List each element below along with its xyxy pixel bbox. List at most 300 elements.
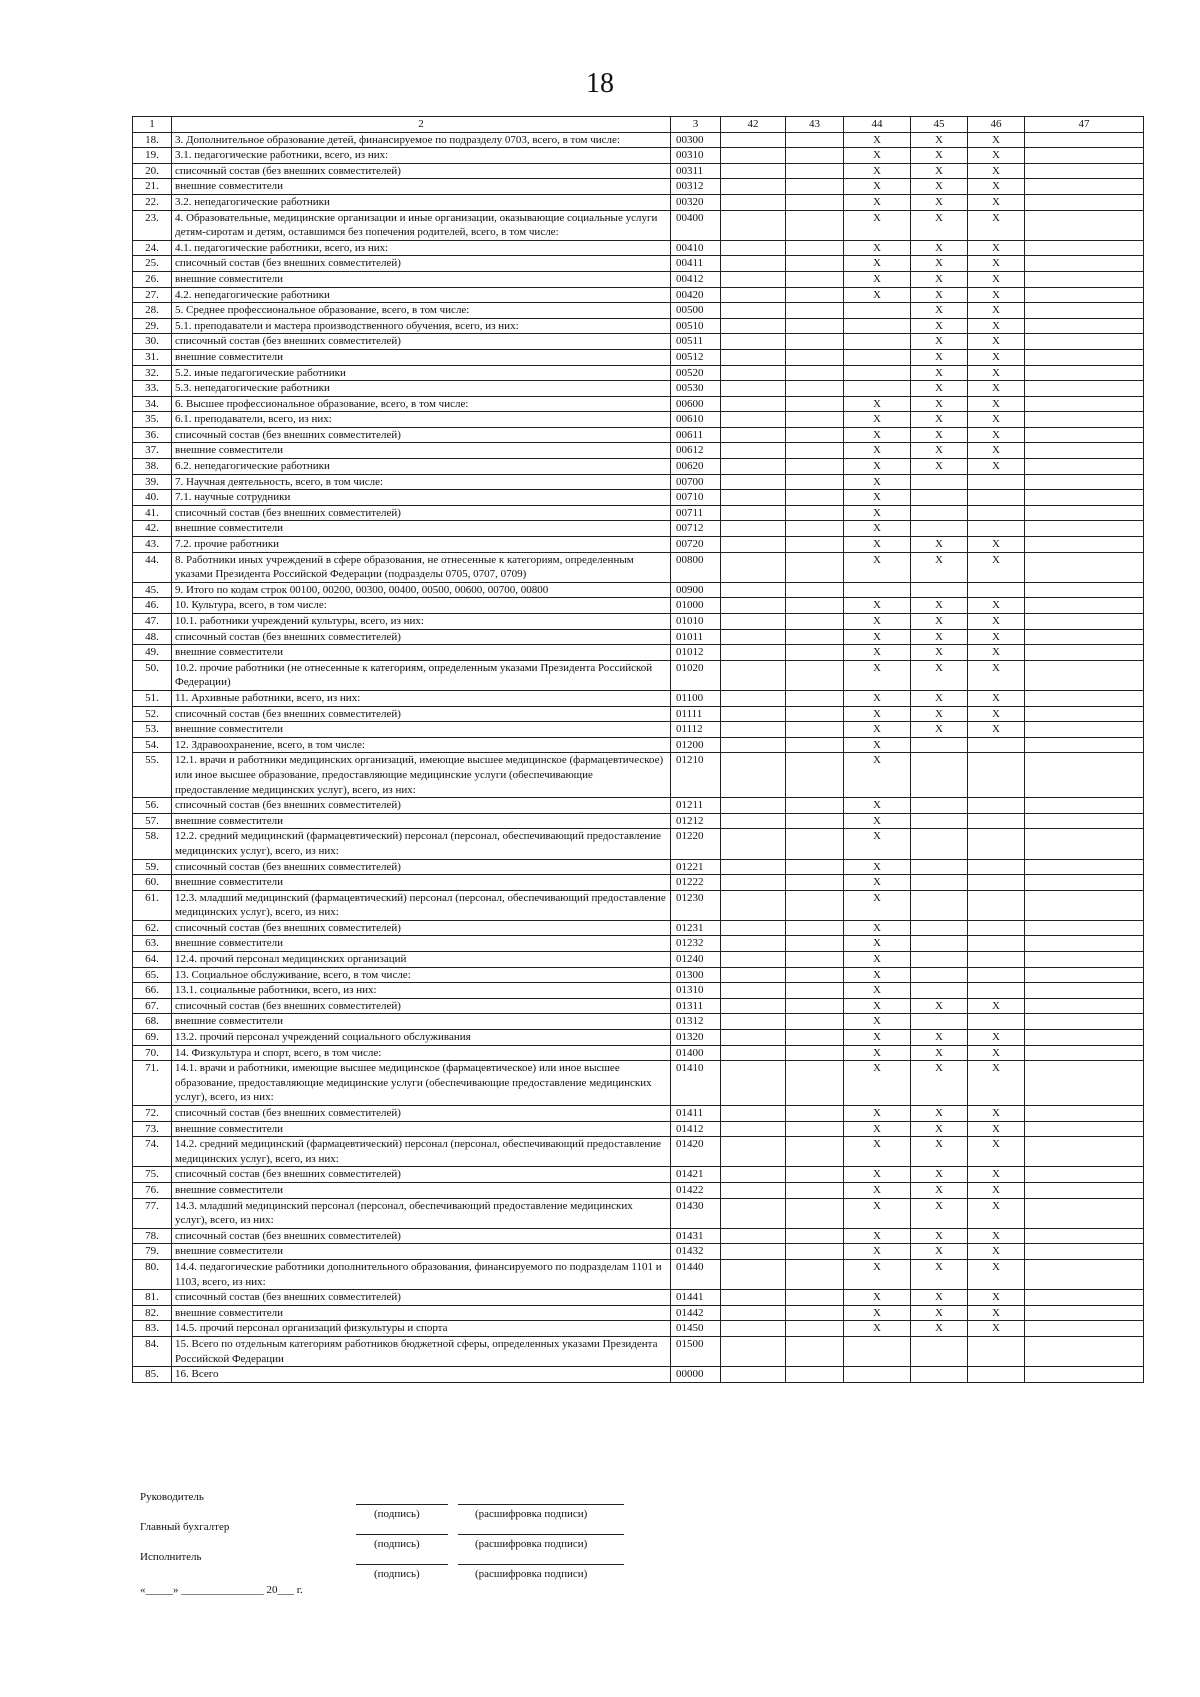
cell-col-43[interactable] [786, 952, 844, 968]
cell-col-42[interactable] [721, 505, 786, 521]
cell-col-47[interactable] [1025, 920, 1144, 936]
cell-col-42[interactable] [721, 537, 786, 553]
cell-col-45[interactable]: X [911, 998, 968, 1014]
cell-col-45[interactable]: X [911, 1182, 968, 1198]
cell-col-46[interactable] [968, 813, 1025, 829]
cell-col-43[interactable] [786, 936, 844, 952]
cell-col-46[interactable]: X [968, 1244, 1025, 1260]
cell-col-43[interactable] [786, 443, 844, 459]
cell-col-44[interactable] [844, 349, 911, 365]
cell-col-43[interactable] [786, 722, 844, 738]
cell-col-43[interactable] [786, 614, 844, 630]
cell-col-43[interactable] [786, 474, 844, 490]
cell-col-45[interactable]: X [911, 1228, 968, 1244]
cell-col-42[interactable] [721, 983, 786, 999]
cell-col-47[interactable] [1025, 582, 1144, 598]
cell-col-44[interactable] [844, 365, 911, 381]
cell-col-44[interactable]: X [844, 474, 911, 490]
cell-col-46[interactable]: X [968, 1198, 1025, 1228]
cell-col-45[interactable]: X [911, 412, 968, 428]
cell-col-44[interactable]: X [844, 1244, 911, 1260]
cell-col-45[interactable] [911, 890, 968, 920]
cell-col-43[interactable] [786, 381, 844, 397]
cell-col-43[interactable] [786, 1030, 844, 1046]
cell-col-46[interactable]: X [968, 349, 1025, 365]
cell-col-43[interactable] [786, 1045, 844, 1061]
cell-col-44[interactable] [844, 334, 911, 350]
cell-col-43[interactable] [786, 813, 844, 829]
cell-col-43[interactable] [786, 629, 844, 645]
cell-col-43[interactable] [786, 318, 844, 334]
cell-col-44[interactable] [844, 582, 911, 598]
cell-col-42[interactable] [721, 349, 786, 365]
cell-col-47[interactable] [1025, 890, 1144, 920]
cell-col-46[interactable] [968, 753, 1025, 798]
cell-col-45[interactable]: X [911, 271, 968, 287]
cell-col-47[interactable] [1025, 859, 1144, 875]
cell-col-42[interactable] [721, 813, 786, 829]
cell-col-44[interactable]: X [844, 271, 911, 287]
cell-col-46[interactable]: X [968, 722, 1025, 738]
cell-col-43[interactable] [786, 427, 844, 443]
cell-col-47[interactable] [1025, 271, 1144, 287]
cell-col-46[interactable]: X [968, 1045, 1025, 1061]
cell-col-47[interactable] [1025, 1061, 1144, 1106]
cell-col-43[interactable] [786, 521, 844, 537]
cell-col-45[interactable]: X [911, 629, 968, 645]
cell-col-47[interactable] [1025, 521, 1144, 537]
cell-col-43[interactable] [786, 829, 844, 859]
cell-col-45[interactable]: X [911, 1030, 968, 1046]
cell-col-47[interactable] [1025, 179, 1144, 195]
cell-col-47[interactable] [1025, 287, 1144, 303]
cell-col-46[interactable]: X [968, 1106, 1025, 1122]
date-line[interactable]: «_____» _______________ 20___ г. [140, 1584, 303, 1596]
cell-col-44[interactable] [844, 303, 911, 319]
cell-col-47[interactable] [1025, 1367, 1144, 1383]
cell-col-46[interactable]: X [968, 645, 1025, 661]
cell-col-44[interactable]: X [844, 1321, 911, 1337]
cell-col-45[interactable]: X [911, 1244, 968, 1260]
cell-col-46[interactable]: X [968, 552, 1025, 582]
cell-col-45[interactable] [911, 582, 968, 598]
cell-col-43[interactable] [786, 1336, 844, 1366]
cell-col-43[interactable] [786, 967, 844, 983]
cell-col-47[interactable] [1025, 240, 1144, 256]
cell-col-45[interactable]: X [911, 1106, 968, 1122]
cell-col-43[interactable] [786, 1014, 844, 1030]
cell-col-43[interactable] [786, 505, 844, 521]
cell-col-46[interactable]: X [968, 179, 1025, 195]
cell-col-44[interactable]: X [844, 1045, 911, 1061]
cell-col-45[interactable] [911, 521, 968, 537]
cell-col-46[interactable]: X [968, 614, 1025, 630]
cell-col-46[interactable]: X [968, 381, 1025, 397]
cell-col-45[interactable] [911, 753, 968, 798]
cell-col-46[interactable]: X [968, 1259, 1025, 1289]
cell-col-47[interactable] [1025, 614, 1144, 630]
cell-col-45[interactable] [911, 967, 968, 983]
cell-col-47[interactable] [1025, 737, 1144, 753]
cell-col-44[interactable]: X [844, 459, 911, 475]
cell-col-47[interactable] [1025, 1045, 1144, 1061]
signature-head-sign-line[interactable] [356, 1504, 448, 1505]
cell-col-47[interactable] [1025, 148, 1144, 164]
cell-col-42[interactable] [721, 614, 786, 630]
cell-col-46[interactable] [968, 829, 1025, 859]
cell-col-42[interactable] [721, 582, 786, 598]
cell-col-46[interactable]: X [968, 256, 1025, 272]
cell-col-46[interactable]: X [968, 690, 1025, 706]
cell-col-45[interactable]: X [911, 690, 968, 706]
cell-col-47[interactable] [1025, 660, 1144, 690]
cell-col-46[interactable]: X [968, 706, 1025, 722]
cell-col-42[interactable] [721, 210, 786, 240]
cell-col-46[interactable]: X [968, 240, 1025, 256]
cell-col-44[interactable]: X [844, 706, 911, 722]
cell-col-44[interactable] [844, 1367, 911, 1383]
cell-col-42[interactable] [721, 240, 786, 256]
cell-col-44[interactable]: X [844, 936, 911, 952]
cell-col-47[interactable] [1025, 629, 1144, 645]
cell-col-44[interactable]: X [844, 952, 911, 968]
cell-col-46[interactable] [968, 798, 1025, 814]
cell-col-44[interactable] [844, 318, 911, 334]
cell-col-46[interactable]: X [968, 598, 1025, 614]
cell-col-43[interactable] [786, 365, 844, 381]
cell-col-42[interactable] [721, 256, 786, 272]
cell-col-44[interactable]: X [844, 240, 911, 256]
cell-col-43[interactable] [786, 1137, 844, 1167]
cell-col-42[interactable] [721, 365, 786, 381]
cell-col-42[interactable] [721, 875, 786, 891]
cell-col-42[interactable] [721, 521, 786, 537]
cell-col-42[interactable] [721, 1305, 786, 1321]
cell-col-45[interactable]: X [911, 303, 968, 319]
cell-col-43[interactable] [786, 920, 844, 936]
cell-col-46[interactable] [968, 983, 1025, 999]
cell-col-46[interactable]: X [968, 1305, 1025, 1321]
cell-col-42[interactable] [721, 936, 786, 952]
cell-col-44[interactable]: X [844, 920, 911, 936]
cell-col-42[interactable] [721, 1121, 786, 1137]
cell-col-42[interactable] [721, 690, 786, 706]
cell-col-45[interactable] [911, 798, 968, 814]
cell-col-42[interactable] [721, 1290, 786, 1306]
cell-col-46[interactable] [968, 474, 1025, 490]
cell-col-44[interactable]: X [844, 614, 911, 630]
cell-col-45[interactable]: X [911, 148, 968, 164]
cell-col-43[interactable] [786, 1121, 844, 1137]
cell-col-45[interactable] [911, 490, 968, 506]
signature-executor-decode-line[interactable] [458, 1564, 624, 1565]
cell-col-45[interactable]: X [911, 552, 968, 582]
cell-col-47[interactable] [1025, 753, 1144, 798]
cell-col-47[interactable] [1025, 875, 1144, 891]
cell-col-43[interactable] [786, 660, 844, 690]
cell-col-44[interactable]: X [844, 443, 911, 459]
cell-col-45[interactable]: X [911, 722, 968, 738]
cell-col-42[interactable] [721, 753, 786, 798]
cell-col-47[interactable] [1025, 256, 1144, 272]
cell-col-44[interactable]: X [844, 1106, 911, 1122]
cell-col-45[interactable]: X [911, 1137, 968, 1167]
cell-col-47[interactable] [1025, 412, 1144, 428]
cell-col-47[interactable] [1025, 318, 1144, 334]
cell-col-44[interactable]: X [844, 983, 911, 999]
cell-col-47[interactable] [1025, 829, 1144, 859]
cell-col-47[interactable] [1025, 936, 1144, 952]
cell-col-42[interactable] [721, 443, 786, 459]
cell-col-42[interactable] [721, 1336, 786, 1366]
cell-col-44[interactable]: X [844, 521, 911, 537]
cell-col-44[interactable]: X [844, 813, 911, 829]
cell-col-45[interactable]: X [911, 459, 968, 475]
cell-col-42[interactable] [721, 412, 786, 428]
cell-col-47[interactable] [1025, 132, 1144, 148]
cell-col-42[interactable] [721, 722, 786, 738]
cell-col-47[interactable] [1025, 552, 1144, 582]
cell-col-44[interactable]: X [844, 890, 911, 920]
cell-col-42[interactable] [721, 381, 786, 397]
cell-col-45[interactable]: X [911, 1259, 968, 1289]
cell-col-45[interactable]: X [911, 318, 968, 334]
cell-col-47[interactable] [1025, 194, 1144, 210]
cell-col-46[interactable]: X [968, 998, 1025, 1014]
cell-col-43[interactable] [786, 459, 844, 475]
cell-col-42[interactable] [721, 1182, 786, 1198]
cell-col-46[interactable]: X [968, 1182, 1025, 1198]
cell-col-47[interactable] [1025, 1121, 1144, 1137]
cell-col-47[interactable] [1025, 381, 1144, 397]
cell-col-43[interactable] [786, 1259, 844, 1289]
cell-col-43[interactable] [786, 256, 844, 272]
cell-col-43[interactable] [786, 1290, 844, 1306]
cell-col-47[interactable] [1025, 537, 1144, 553]
cell-col-43[interactable] [786, 737, 844, 753]
cell-col-47[interactable] [1025, 427, 1144, 443]
cell-col-45[interactable] [911, 1367, 968, 1383]
cell-col-47[interactable] [1025, 505, 1144, 521]
cell-col-45[interactable]: X [911, 163, 968, 179]
cell-col-43[interactable] [786, 645, 844, 661]
cell-col-46[interactable] [968, 737, 1025, 753]
cell-col-44[interactable]: X [844, 829, 911, 859]
cell-col-44[interactable]: X [844, 1061, 911, 1106]
cell-col-46[interactable]: X [968, 1137, 1025, 1167]
cell-col-43[interactable] [786, 163, 844, 179]
cell-col-46[interactable] [968, 505, 1025, 521]
cell-col-42[interactable] [721, 459, 786, 475]
cell-col-44[interactable]: X [844, 737, 911, 753]
cell-col-43[interactable] [786, 1228, 844, 1244]
cell-col-45[interactable]: X [911, 365, 968, 381]
cell-col-46[interactable]: X [968, 412, 1025, 428]
cell-col-42[interactable] [721, 1367, 786, 1383]
cell-col-44[interactable]: X [844, 660, 911, 690]
cell-col-43[interactable] [786, 334, 844, 350]
cell-col-44[interactable]: X [844, 998, 911, 1014]
cell-col-42[interactable] [721, 890, 786, 920]
cell-col-46[interactable]: X [968, 443, 1025, 459]
cell-col-45[interactable]: X [911, 287, 968, 303]
cell-col-44[interactable]: X [844, 1167, 911, 1183]
cell-col-46[interactable]: X [968, 1121, 1025, 1137]
cell-col-47[interactable] [1025, 365, 1144, 381]
cell-col-43[interactable] [786, 983, 844, 999]
cell-col-43[interactable] [786, 690, 844, 706]
cell-col-42[interactable] [721, 148, 786, 164]
cell-col-44[interactable]: X [844, 179, 911, 195]
cell-col-44[interactable]: X [844, 645, 911, 661]
cell-col-46[interactable]: X [968, 1228, 1025, 1244]
cell-col-46[interactable]: X [968, 132, 1025, 148]
cell-col-42[interactable] [721, 952, 786, 968]
cell-col-46[interactable]: X [968, 271, 1025, 287]
cell-col-46[interactable] [968, 920, 1025, 936]
cell-col-42[interactable] [721, 427, 786, 443]
cell-col-45[interactable]: X [911, 443, 968, 459]
cell-col-42[interactable] [721, 1030, 786, 1046]
cell-col-45[interactable]: X [911, 1305, 968, 1321]
cell-col-46[interactable]: X [968, 303, 1025, 319]
cell-col-43[interactable] [786, 1061, 844, 1106]
cell-col-47[interactable] [1025, 1305, 1144, 1321]
cell-col-42[interactable] [721, 303, 786, 319]
cell-col-44[interactable]: X [844, 598, 911, 614]
cell-col-44[interactable]: X [844, 798, 911, 814]
cell-col-44[interactable]: X [844, 690, 911, 706]
cell-col-47[interactable] [1025, 1137, 1144, 1167]
cell-col-42[interactable] [721, 798, 786, 814]
cell-col-47[interactable] [1025, 813, 1144, 829]
cell-col-46[interactable] [968, 952, 1025, 968]
cell-col-44[interactable]: X [844, 427, 911, 443]
cell-col-47[interactable] [1025, 1030, 1144, 1046]
cell-col-43[interactable] [786, 582, 844, 598]
cell-col-45[interactable]: X [911, 396, 968, 412]
cell-col-43[interactable] [786, 240, 844, 256]
cell-col-43[interactable] [786, 859, 844, 875]
cell-col-45[interactable]: X [911, 1167, 968, 1183]
cell-col-42[interactable] [721, 271, 786, 287]
cell-col-43[interactable] [786, 798, 844, 814]
cell-col-45[interactable] [911, 859, 968, 875]
cell-col-46[interactable] [968, 967, 1025, 983]
cell-col-47[interactable] [1025, 690, 1144, 706]
cell-col-42[interactable] [721, 829, 786, 859]
cell-col-45[interactable]: X [911, 660, 968, 690]
cell-col-44[interactable]: X [844, 1305, 911, 1321]
cell-col-44[interactable]: X [844, 256, 911, 272]
cell-col-44[interactable]: X [844, 1137, 911, 1167]
cell-col-47[interactable] [1025, 706, 1144, 722]
cell-col-43[interactable] [786, 271, 844, 287]
signature-accountant-sign-line[interactable] [356, 1534, 448, 1535]
cell-col-42[interactable] [721, 629, 786, 645]
cell-col-44[interactable]: X [844, 552, 911, 582]
cell-col-45[interactable]: X [911, 537, 968, 553]
cell-col-46[interactable]: X [968, 660, 1025, 690]
cell-col-42[interactable] [721, 396, 786, 412]
cell-col-45[interactable] [911, 1336, 968, 1366]
cell-col-45[interactable]: X [911, 1290, 968, 1306]
cell-col-42[interactable] [721, 179, 786, 195]
cell-col-43[interactable] [786, 1167, 844, 1183]
cell-col-46[interactable]: X [968, 148, 1025, 164]
cell-col-44[interactable]: X [844, 490, 911, 506]
signature-accountant-decode-line[interactable] [458, 1534, 624, 1535]
cell-col-46[interactable] [968, 582, 1025, 598]
cell-col-42[interactable] [721, 1167, 786, 1183]
cell-col-45[interactable] [911, 813, 968, 829]
cell-col-42[interactable] [721, 1106, 786, 1122]
cell-col-42[interactable] [721, 1228, 786, 1244]
cell-col-43[interactable] [786, 875, 844, 891]
cell-col-47[interactable] [1025, 334, 1144, 350]
cell-col-43[interactable] [786, 1321, 844, 1337]
cell-col-45[interactable]: X [911, 334, 968, 350]
cell-col-45[interactable] [911, 952, 968, 968]
cell-col-43[interactable] [786, 753, 844, 798]
cell-col-44[interactable]: X [844, 210, 911, 240]
cell-col-43[interactable] [786, 194, 844, 210]
cell-col-44[interactable]: X [844, 396, 911, 412]
cell-col-47[interactable] [1025, 1198, 1144, 1228]
cell-col-42[interactable] [721, 318, 786, 334]
cell-col-45[interactable]: X [911, 706, 968, 722]
cell-col-44[interactable]: X [844, 722, 911, 738]
cell-col-44[interactable]: X [844, 1259, 911, 1289]
cell-col-42[interactable] [721, 474, 786, 490]
cell-col-46[interactable]: X [968, 1321, 1025, 1337]
cell-col-46[interactable] [968, 936, 1025, 952]
cell-col-43[interactable] [786, 1367, 844, 1383]
cell-col-44[interactable]: X [844, 287, 911, 303]
cell-col-47[interactable] [1025, 443, 1144, 459]
cell-col-44[interactable]: X [844, 163, 911, 179]
cell-col-45[interactable]: X [911, 1321, 968, 1337]
cell-col-45[interactable] [911, 737, 968, 753]
cell-col-46[interactable] [968, 1367, 1025, 1383]
cell-col-43[interactable] [786, 706, 844, 722]
cell-col-43[interactable] [786, 210, 844, 240]
cell-col-46[interactable] [968, 521, 1025, 537]
cell-col-43[interactable] [786, 490, 844, 506]
cell-col-43[interactable] [786, 148, 844, 164]
cell-col-42[interactable] [721, 552, 786, 582]
cell-col-46[interactable]: X [968, 396, 1025, 412]
cell-col-47[interactable] [1025, 490, 1144, 506]
cell-col-43[interactable] [786, 396, 844, 412]
cell-col-47[interactable] [1025, 1106, 1144, 1122]
cell-col-43[interactable] [786, 1182, 844, 1198]
cell-col-47[interactable] [1025, 722, 1144, 738]
cell-col-42[interactable] [721, 660, 786, 690]
cell-col-46[interactable]: X [968, 318, 1025, 334]
cell-col-46[interactable]: X [968, 1167, 1025, 1183]
cell-col-47[interactable] [1025, 1259, 1144, 1289]
cell-col-46[interactable]: X [968, 194, 1025, 210]
cell-col-42[interactable] [721, 998, 786, 1014]
cell-col-47[interactable] [1025, 1167, 1144, 1183]
cell-col-44[interactable]: X [844, 875, 911, 891]
cell-col-45[interactable]: X [911, 381, 968, 397]
cell-col-43[interactable] [786, 179, 844, 195]
cell-col-46[interactable] [968, 875, 1025, 891]
cell-col-43[interactable] [786, 132, 844, 148]
cell-col-44[interactable]: X [844, 629, 911, 645]
